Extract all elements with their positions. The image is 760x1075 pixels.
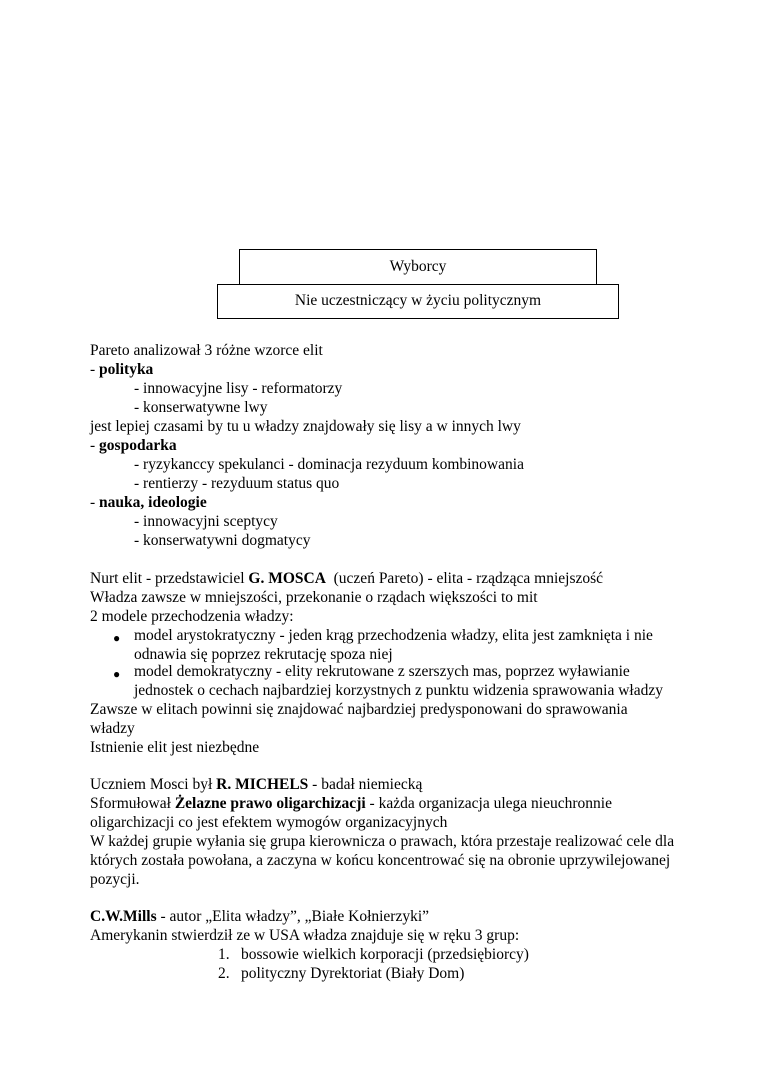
list-item: - ryzykanccy spekulanci - dominacja rezyduum kombinowania bbox=[134, 456, 524, 473]
michels-law-name: Żelazne prawo oligarchizacji bbox=[174, 795, 366, 812]
michels-heading bbox=[90, 777, 422, 793]
list-item: model arystokratyczny - jeden krąg przechodzenia władzy, elita jest zamknięta i nie bbox=[134, 627, 653, 644]
michels-line: W każdej grupie wyłania się grupa kierownicza o prawach, która przestaje realizować cele dla bbox=[90, 833, 675, 850]
mosca-heading bbox=[90, 571, 603, 587]
pareto-category-label: gospodarka bbox=[99, 437, 177, 454]
numbered-item-index: 2. bbox=[218, 965, 230, 982]
diagram-box-nonparticipants-label: Nie uczestniczący w życiu politycznym bbox=[294, 292, 542, 309]
michels-line: pozycji. bbox=[90, 871, 140, 888]
pareto-category-dash: - bbox=[90, 361, 100, 378]
pareto-category-science bbox=[90, 495, 207, 511]
pareto-category-dash: - bbox=[90, 494, 100, 511]
list-item: - konserwatywni dogmatycy bbox=[134, 532, 311, 549]
bullet-icon: ● bbox=[113, 667, 121, 681]
mosca-line: 2 modele przechodzenia władzy: bbox=[90, 608, 294, 625]
pareto-category-label: nauka, ideologie bbox=[99, 494, 207, 511]
diagram-box-voters-label: Wyborcy bbox=[389, 258, 447, 275]
mosca-paragraph: Istnienie elit jest niezbędne bbox=[90, 739, 260, 756]
michels-line: których została powołana, a zaczyna w końcu koncentrować się na obronie uprzywilejowanej bbox=[90, 852, 671, 869]
pareto-category-politics bbox=[90, 362, 153, 378]
list-item-continuation: jednostek o cechach najbardziej korzystnych z punktu widzenia sprawowania władzy bbox=[134, 682, 663, 699]
list-item: - innowacyjne lisy - reformatorzy bbox=[134, 380, 343, 397]
diagram-box-nonparticipants bbox=[217, 284, 619, 319]
mosca-heading-rest: (uczeń Pareto) - elita - rządząca mniejszość bbox=[325, 570, 604, 587]
numbered-item-index: 1. bbox=[218, 946, 230, 963]
list-item-continuation: odnawia się poprzez rekrutację spoza niej bbox=[134, 646, 393, 663]
michels-heading-text: Uczniem Mosci był bbox=[90, 776, 217, 793]
pareto-intro: Pareto analizował 3 różne wzorce elit bbox=[90, 342, 323, 359]
numbered-item: polityczny Dyrektoriat (Biały Dom) bbox=[241, 965, 465, 982]
mills-line: Amerykanin stwierdził ze w USA władza znajduje się w ręku 3 grup: bbox=[90, 927, 520, 944]
mosca-heading-text: Nurt elit - przedstawiciel bbox=[90, 570, 249, 587]
michels-law-prefix: Sformułował bbox=[90, 795, 175, 812]
list-item: - rentierzy - rezyduum status quo bbox=[134, 475, 340, 492]
mosca-name: G. MOSCA bbox=[248, 570, 326, 587]
pareto-note: jest lepiej czasami by tu u władzy znajdowały się lisy a w innych lwy bbox=[90, 418, 521, 435]
mills-heading bbox=[90, 909, 429, 925]
michels-law bbox=[90, 796, 612, 812]
bullet-icon: ● bbox=[113, 631, 121, 645]
michels-heading-rest: - badał niemiecką bbox=[308, 776, 423, 793]
pareto-category-label: polityka bbox=[99, 361, 154, 378]
list-item: - innowacyjni sceptycy bbox=[134, 513, 278, 530]
list-item: model demokratyczny - elity rekrutowane z szerszych mas, poprzez wyławianie bbox=[134, 663, 630, 680]
mosca-paragraph: władzy bbox=[90, 720, 135, 737]
mills-name: C.W.Mills bbox=[90, 908, 157, 925]
numbered-item: bossowie wielkich korporacji (przedsiębiorcy) bbox=[241, 946, 529, 963]
michels-line: oligarchizacji co jest efektem wymogów organizacyjnych bbox=[90, 814, 448, 831]
mills-heading-rest: - autor „Elita władzy”, „Białe Kołnierzyki” bbox=[156, 908, 430, 925]
michels-name: R. MICHELS bbox=[216, 776, 309, 793]
list-item: - konserwatywne lwy bbox=[134, 399, 268, 416]
mosca-line: Władza zawsze w mniejszości, przekonanie o rządach większości to mit bbox=[90, 589, 538, 606]
pareto-category-dash: - bbox=[90, 437, 100, 454]
mosca-paragraph: Zawsze w elitach powinni się znajdować najbardziej predysponowani do sprawowania bbox=[90, 701, 628, 718]
diagram-box-voters bbox=[239, 249, 597, 285]
michels-law-desc: - każda organizacja ulega nieuchronnie bbox=[365, 795, 612, 812]
pareto-category-economy bbox=[90, 438, 177, 454]
